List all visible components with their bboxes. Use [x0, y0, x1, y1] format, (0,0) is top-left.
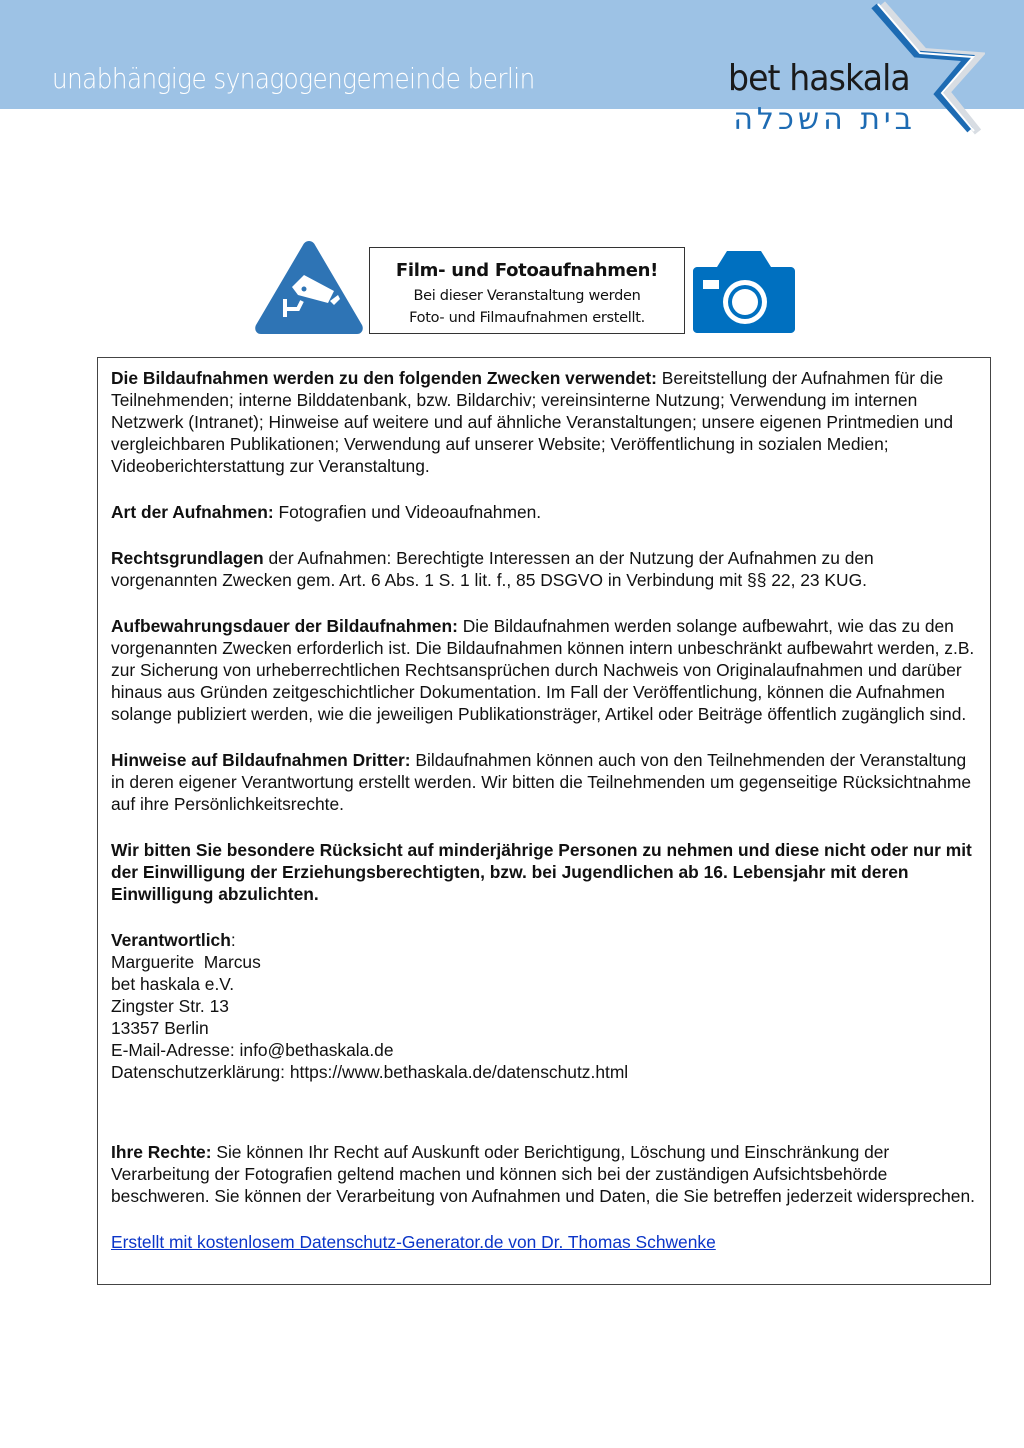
star-of-david-logo-icon [860, 0, 985, 135]
camera-icon [693, 251, 795, 333]
contact-privacy-url: Datenschutzerklärung: https://www.bethaskala.de/datenschutz.html [111, 1062, 629, 1082]
section-your-rights [111, 1141, 976, 1207]
section-responsible [111, 929, 976, 1083]
section-legal-basis-heading: Rechtsgrundlagen [111, 548, 264, 568]
contact-name: Marguerite Marcus [111, 952, 261, 972]
section-purposes-text: Bereitstellung der Aufnahmen für die Teilnehmenden; interne Bilddatenbank, bzw. Bildarchiv; vereinsinterne Nutzung; Verwendung im internen Netzwerk (Intranet); Hinweise auf weitere und auf ähnliche Veranstaltungen; unsere eigenen Printmedien und vergleichbaren Publikationen; Verwendung auf unserer Website; Veröffentlichung in sozialen Medien; Videoberichterstattung zur Veranstaltung. [111, 368, 954, 476]
contact-organization: bet haskala e.V. [111, 974, 235, 994]
section-legal-basis-text: der Aufnahmen: Berechtigte Interessen an der Nutzung der Aufnahmen zu den vorgenannten Zwecken gem. Art. 6 Abs. 1 S. 1 lit. f., 85 DSGVO in Verbindung mit §§ 22, 23 KUG. [111, 548, 874, 590]
notice-line-2: Foto- und Filmaufnahmen erstellt. [409, 310, 645, 326]
surveillance-camera-warning-icon [252, 237, 366, 336]
notice-title: Film- und Fotoaufnahmen! [395, 260, 659, 281]
recording-notice-box [369, 247, 685, 334]
section-third-party-heading: Hinweise auf Bildaufnahmen Dritter: [111, 750, 411, 770]
section-legal-basis [111, 547, 976, 591]
section-your-rights-text: Sie können Ihr Recht auf Auskunft oder Berichtigung, Löschung und Einschränkung der Verarbeitung der Fotografien geltend machen und können sich bei der zuständigen Aufsichtsbehörde beschweren. Sie können der Verarbeitung von Aufnahmen und Daten, die Sie betreffen jederzeit widersprechen. [111, 1142, 975, 1206]
contact-email: E-Mail-Adresse: info@bethaskala.de [111, 1040, 394, 1060]
contact-city: 13357 Berlin [111, 1018, 209, 1038]
notice-line-1: Bei dieser Veranstaltung werden [413, 288, 641, 304]
heading-colon: : [230, 930, 236, 950]
generator-credit-link[interactable]: Erstellt mit kostenlosem Datenschutz-Generator.de von Dr. Thomas Schwenke [111, 1232, 716, 1252]
section-recording-type-text: Fotografien und Videoaufnahmen. [273, 502, 542, 522]
section-third-party [111, 749, 976, 815]
section-purposes [111, 367, 976, 477]
section-minors [111, 839, 976, 905]
section-retention-heading: Aufbewahrungsdauer der Bildaufnahmen: [111, 616, 458, 636]
organization-subtitle: unabhängige synagogengemeinde berlin [52, 62, 535, 95]
logo-hebrew-text: בית השכלה [733, 102, 916, 137]
logo-text: bet haskala [728, 58, 910, 99]
recording-notice [0, 237, 1024, 337]
section-your-rights-heading: Ihre Rechte: [111, 1142, 212, 1162]
section-retention [111, 615, 976, 725]
privacy-notice-box [97, 357, 991, 1285]
section-responsible-heading: Verantwortlich [111, 930, 231, 950]
section-purposes-heading: Die Bildaufnahmen werden zu den folgenden Zwecken verwendet: [111, 368, 657, 388]
section-third-party-text: Bildaufnahmen können auch von den Teilnehmenden der Veranstaltung in deren eigener Verantwortung erstellt werden. Wir bitten die Teilnehmenden um gegenseitige Rücksichtnahme auf ihre Persönlichkeitsrechte. [111, 750, 972, 814]
section-recording-type [111, 501, 976, 523]
section-minors-text: Wir bitten Sie besondere Rücksicht auf minderjährige Personen zu nehmen und diese nicht oder nur mit der Einwilligung der Erziehungsberechtigten, bzw. bei Jugendlichen ab 16. Lebensjahr mit deren Einwilligung abzulichten. [111, 840, 972, 904]
section-retention-text: Die Bildaufnahmen werden solange aufbewahrt, wie das zu den vorgenannten Zwecken erforderlich ist. Die Bildaufnahmen können intern unbeschränkt aufbewahrt werden, z.B. zur Sicherung von urheberrechtlichen Rechtsansprüchen durch Nachweis von Originalaufnahmen und darüber hinaus aus Gründen zeitgeschichtlicher Dokumentation. Im Fall der Veröffentlichung, können die Aufnahmen solange publiziert werden, wie die jeweiligen Publikationsträger, Artikel oder Beiträge öffentlich zugänglich sind. [111, 616, 975, 724]
contact-street: Zingster Str. 13 [111, 996, 229, 1016]
section-recording-type-heading: Art der Aufnahmen: [111, 502, 274, 522]
